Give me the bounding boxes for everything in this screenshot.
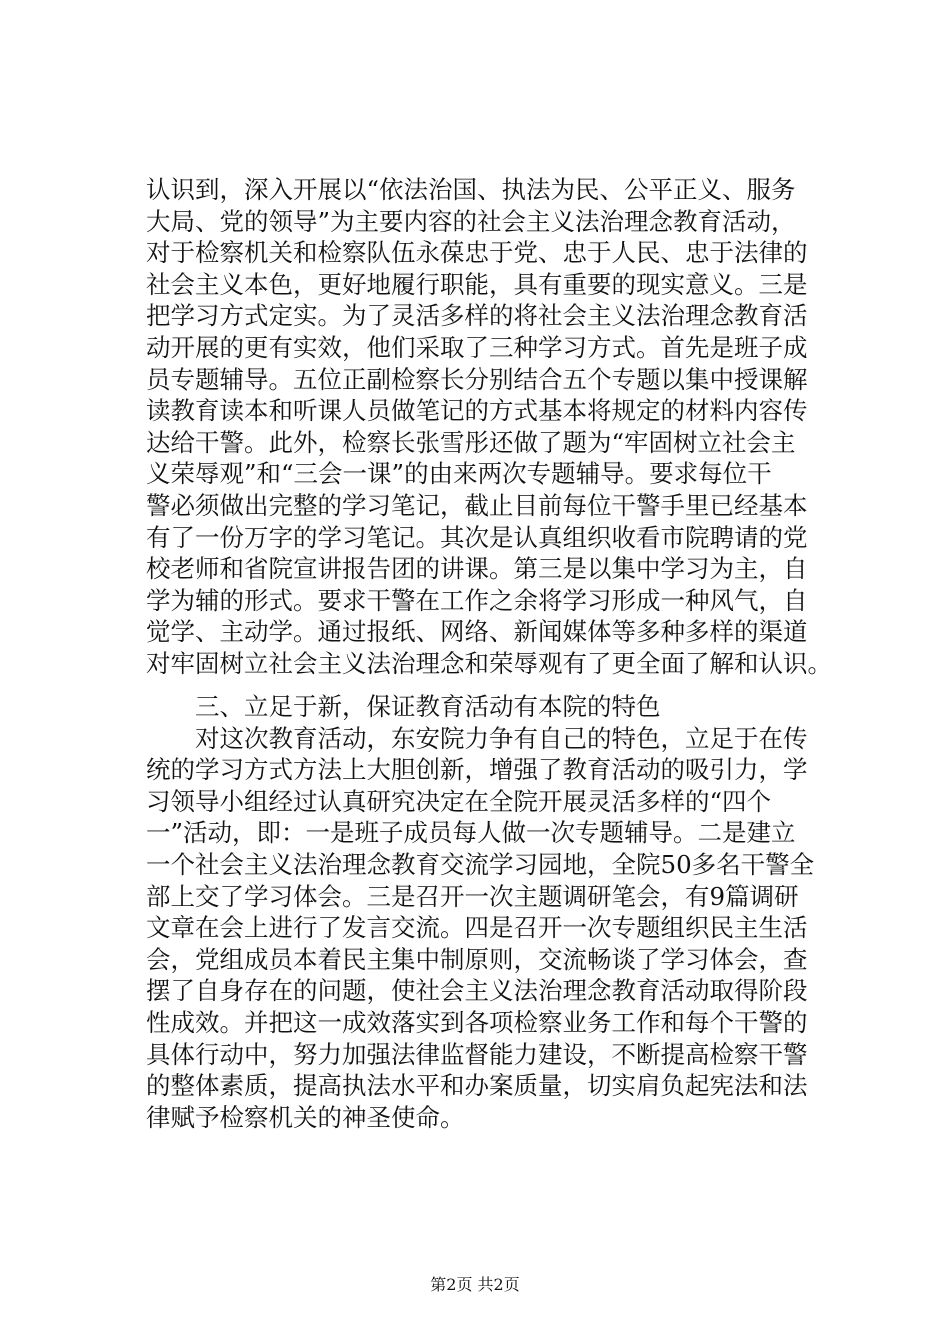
paragraph-line: 一”活动，即：一是班子成员每人做一次专题辅导。二是建立	[146, 818, 796, 848]
paragraph-line: 把学习方式定实。为了灵活多样的将社会主义法治理念教育活	[146, 301, 808, 331]
paragraph-line: 会，党组成员本着民主集中制原则，交流畅谈了学习体会，查	[146, 944, 808, 974]
paragraph-line: 达给干警。此外，检察长张雪彤还做了题为“牢固树立社会主	[146, 427, 796, 457]
paragraph-line: 读教育读本和听课人员做笔记的方式基本将规定的材料内容传	[146, 396, 808, 426]
paragraph-continued	[146, 174, 836, 680]
paragraph-line: 觉学、主动学。通过报纸、网络、新闻媒体等多种多样的渠道	[146, 617, 808, 647]
paragraph-line: 摆了自身存在的问题，使社会主义法治理念教育活动取得阶段	[146, 976, 808, 1006]
paragraph-line: 对这次教育活动，东安院力争有自己的特色，立足于在传	[195, 723, 808, 753]
paragraph-line: 性成效。并把这一成效落实到各项检察业务工作和每个干警的	[146, 1007, 808, 1037]
paragraph-line: 警必须做出完整的学习笔记，截止目前每位干警手里已经基本	[146, 490, 808, 520]
paragraph-line: 有了一份万字的学习笔记。其次是认真组织收看市院聘请的党	[146, 522, 808, 552]
paragraph-line: 具体行动中，努力加强法律监督能力建设，不断提高检察干警	[146, 1039, 808, 1069]
paragraph-line: 学为辅的形式。要求干警在工作之余将学习形成一种风气，自	[146, 585, 808, 615]
paragraph-line: 社会主义本色，更好地履行职能，具有重要的现实意义。三是	[146, 269, 808, 299]
paragraph-line: 认识到，深入开展以“依法治国、执法为民、公平正义、服务	[146, 175, 796, 204]
paragraph-line: 律赋予检察机关的神圣使命。	[146, 1102, 465, 1132]
paragraph-line: 对于检察机关和检察队伍永葆忠于党、忠于人民、忠于法律的	[146, 238, 808, 268]
section-three	[146, 691, 836, 1133]
page-number: 第2页 共2页	[430, 1275, 520, 1294]
paragraph-line: 的整体素质，提高执法水平和办案质量，切实肩负起宪法和法	[146, 1071, 808, 1101]
section-heading: 三、立足于新，保证教育活动有本院的特色	[195, 692, 661, 721]
paragraph-line: 部上交了学习体会。三是召开一次主题调研笔会，有9篇调研	[146, 881, 799, 911]
paragraph-line: 员专题辅导。五位正副检察长分别结合五个专题以集中授课解	[146, 364, 808, 394]
paragraph-line: 一个社会主义法治理念教育交流学习园地，全院50多名干警全	[146, 849, 815, 879]
paragraph-line: 动开展的更有实效，他们采取了三种学习方式。首先是班子成	[146, 332, 808, 362]
paragraph-line: 文章在会上进行了发言交流。四是召开一次专题组织民主生活	[146, 913, 808, 943]
paragraph-line: 习领导小组经过认真研究决定在全院开展灵活多样的“四个	[146, 786, 772, 816]
paragraph-line: 义荣辱观”和“三会一课”的由来两次专题辅导。要求每位干	[146, 459, 772, 489]
paragraph-line: 对牢固树立社会主义法治理念和荣辱观有了更全面了解和认识。	[146, 648, 832, 678]
page-footer	[0, 1275, 950, 1295]
paragraph-line: 大局、党的领导”为主要内容的社会主义法治理念教育活动，	[146, 206, 796, 236]
paragraph-line: 统的学习方式方法上大胆创新，增强了教育活动的吸引力，学	[146, 755, 808, 785]
paragraph-line: 校老师和省院宣讲报告团的讲课。第三是以集中学习为主，自	[146, 554, 808, 584]
